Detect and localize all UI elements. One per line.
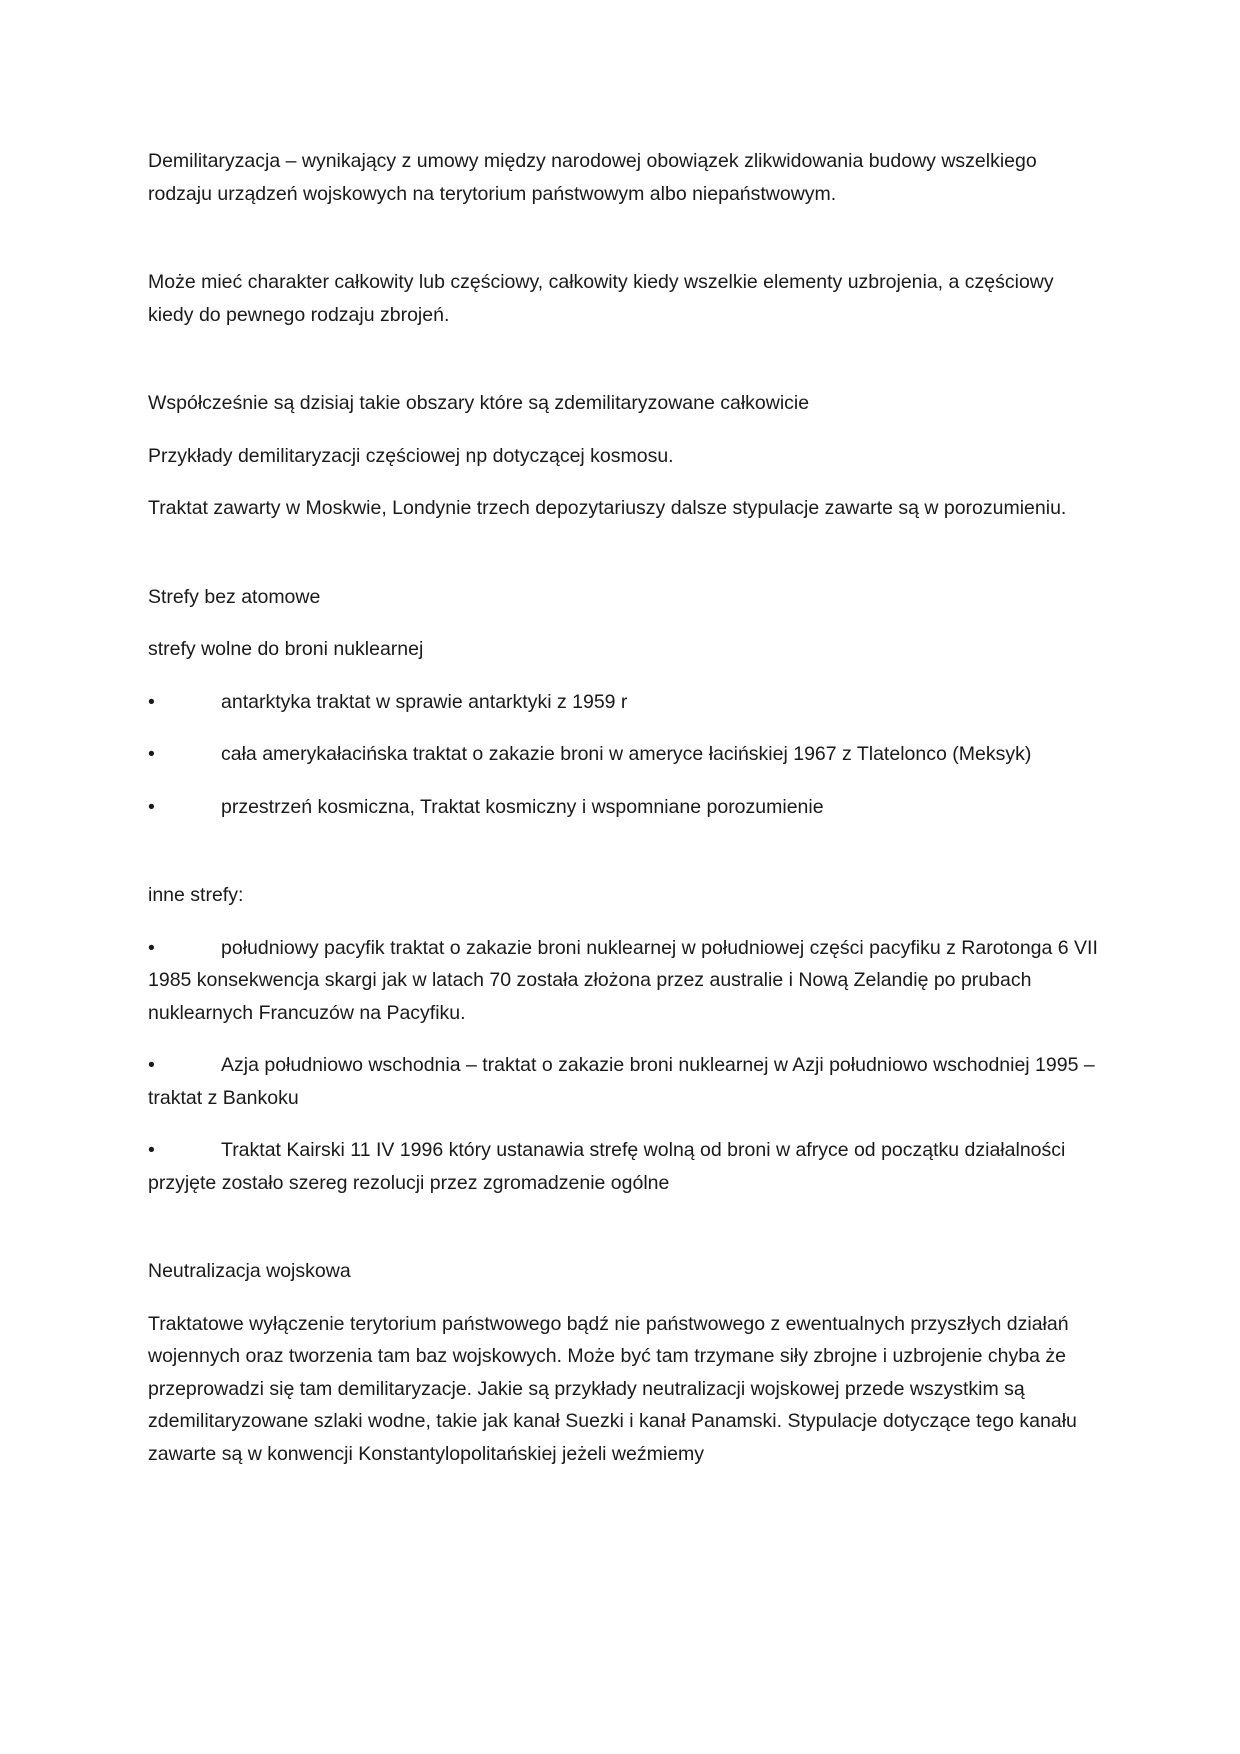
document-body bbox=[148, 145, 1098, 1490]
list-item bbox=[148, 1049, 1098, 1114]
list-item-text: przestrzeń kosmiczna, Traktat kosmiczny i wspomniane porozumienie bbox=[221, 795, 824, 818]
list-item-text: cała amerykałacińska traktat o zakazie broni w ameryce łacińskiej 1967 z Tlatelonco (Meksyk) bbox=[221, 743, 1032, 765]
heading-nuclear-free-zones: Strefy bez atomowe bbox=[148, 585, 321, 608]
list-item-text: Traktat Kairski 11 IV 1996 który ustanawia strefę wolną od broni w afryce od początku działalności przyjęte zostało szereg rezolucji przez zgromadzenie ogólne bbox=[148, 1139, 1066, 1194]
bullet-icon: • bbox=[148, 743, 155, 765]
list-item-text: Azja południowo wschodnia – traktat o zakazie broni nuklearnej w Azji południowo wschodniej 1995 – traktat z Bankoku bbox=[148, 1054, 1095, 1109]
list-item-text: antarktyka traktat w sprawie antarktyki z 1959 r bbox=[221, 690, 628, 713]
subheading-nuclear-free: strefy wolne do broni nuklearnej bbox=[148, 638, 424, 660]
list-item bbox=[148, 686, 1098, 719]
bullet-icon: • bbox=[148, 1054, 155, 1076]
list-item bbox=[148, 791, 1098, 824]
paragraph-demilitarization-definition: Demilitaryzacja – wynikający z umowy między narodowej obowiązek zlikwidowania budowy wszelkiego rodzaju urządzeń wojskowych na terytorium państwowym albo niepaństwowym. bbox=[148, 150, 1037, 205]
list-item-text: południowy pacyfik traktat o zakazie broni nuklearnej w południowej części pacyfiku z Rarotonga 6 VII 1985 konsekwencja skargi jak w latach 70 została złożona przez australie i Nową Zelandię po prubach nuklearnych Francuzów na Pacyfiku. bbox=[148, 936, 1098, 1024]
bullet-icon: • bbox=[148, 690, 155, 713]
paragraph-partial-examples: Przykłady demilitaryzacji częściowej np dotyczącej kosmosu. bbox=[148, 444, 674, 467]
list-item bbox=[148, 1134, 1098, 1199]
bullet-icon: • bbox=[148, 1139, 155, 1161]
bullet-icon: • bbox=[148, 795, 155, 818]
paragraph-treaty-moscow-london: Traktat zawarty w Moskwie, Londynie trzech depozytariuszy dalsze stypulacje zawarte są w porozumieniu. bbox=[148, 497, 1067, 519]
list-item bbox=[148, 738, 1098, 771]
paragraph-contemporary: Współcześnie są dzisiaj takie obszary które są zdemilitaryzowane całkowicie bbox=[148, 392, 810, 414]
list-item bbox=[148, 932, 1098, 1030]
paragraph-character: Może mieć charakter całkowity lub częściowy, całkowity kiedy wszelkie elementy uzbrojenia, a częściowy kiedy do pewnego rodzaju zbrojeń. bbox=[148, 271, 1054, 326]
heading-other-zones: inne strefy: bbox=[148, 884, 244, 906]
paragraph-neutralization-definition: Traktatowe wyłączenie terytorium państwowego bądź nie państwowego z ewentualnych przyszłych działań wojennych oraz tworzenia tam baz wojskowych. Może być tam trzymane siły zbrojne i uzbrojenie chyba że przeprowadzi się tam demilitaryzacje. Jakie są przykłady neutralizacji wojskowej przede wszystkim są zdemilitaryzowane szlaki wodne, takie jak kanał Suezki i kanał Panamski. Stypulacje dotyczące tego kanału zawarte są w konwencji Konstantylopolitańskiej jeżeli weźmiemy bbox=[148, 1312, 1077, 1465]
bullet-icon: • bbox=[148, 936, 155, 959]
heading-military-neutralization: Neutralizacja wojskowa bbox=[148, 1260, 351, 1282]
